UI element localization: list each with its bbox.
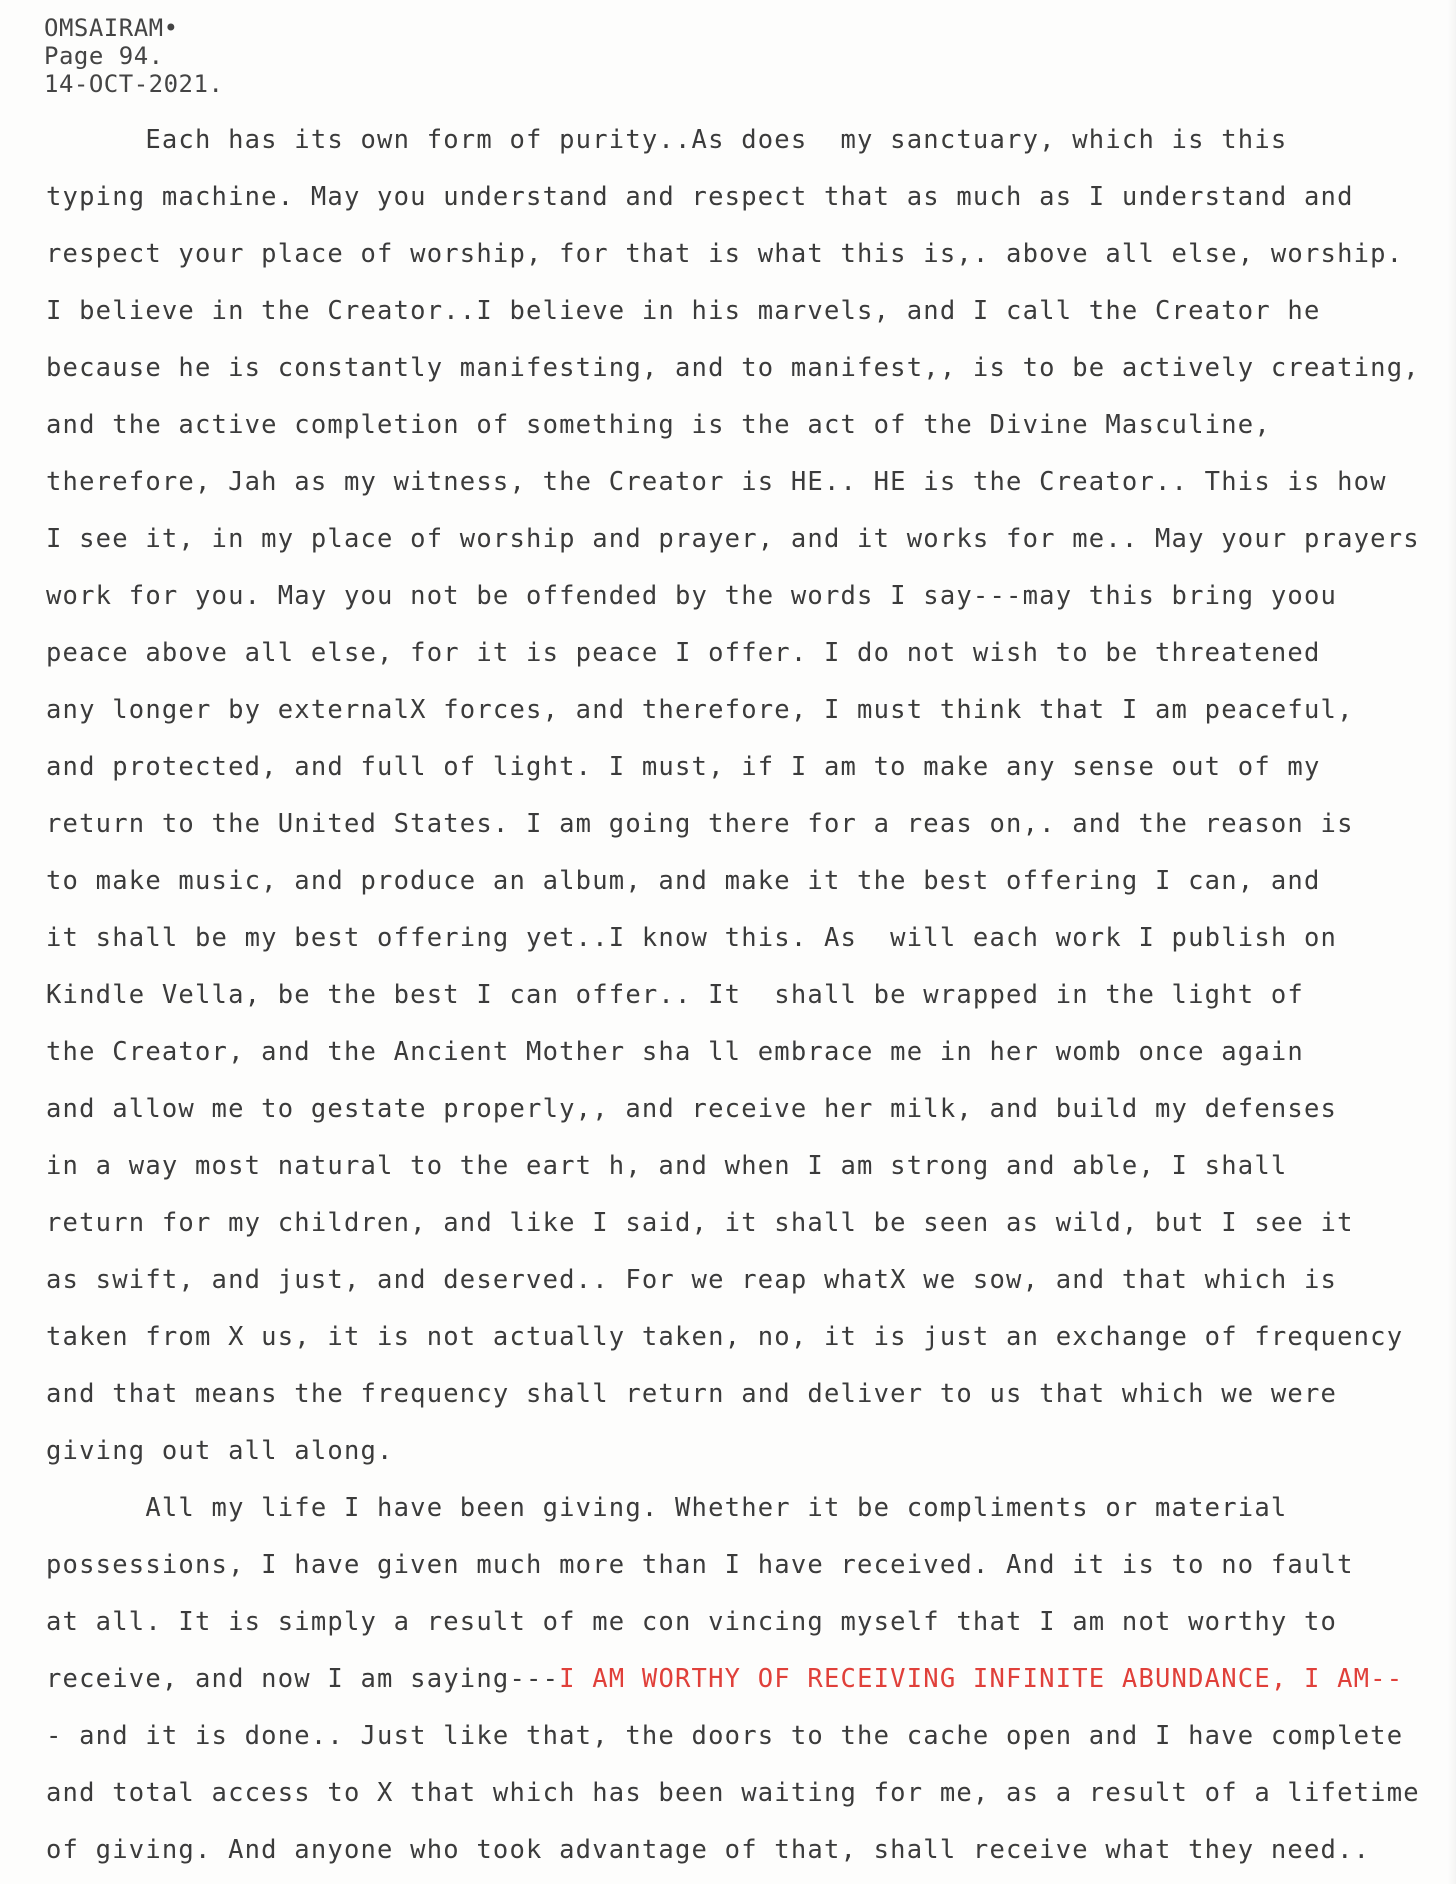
body-line: as swift, and just, and deserved.. For we reap whatX we sow, and that which is	[46, 1265, 1338, 1295]
body-line: in a way most natural to the eart h, and when I am strong and able, I shall	[46, 1151, 1288, 1181]
body-line: respect your place of worship, for that is what this is,. above all else, worship.	[46, 239, 1404, 269]
body-line: and the active completion of something is the act of the Divine Masculine,	[46, 410, 1271, 440]
body-line: Each has its own form of purity..As does my sanctuary, which is this	[46, 125, 1288, 155]
body-line: because he is constantly manifesting, and to manifest,, is to be actively creating,	[46, 353, 1420, 383]
body-line: possessions, I have given much more than I have received. And it is to no fault	[46, 1550, 1354, 1580]
body-line-with-red	[46, 1663, 1403, 1695]
body-line: to make music, and produce an album, and make it the best offering I can, and	[46, 866, 1321, 896]
body-line: and protected, and full of light. I must, if I am to make any sense out of my	[46, 752, 1321, 782]
body-line: it shall be my best offering yet..I know this. As will each work I publish on	[46, 923, 1338, 953]
body-line: - and it is done.. Just like that, the doors to the cache open and I have complete	[46, 1721, 1404, 1751]
body-line: I see it, in my place of worship and prayer, and it works for me.. May your prayers	[46, 524, 1420, 554]
header-title: OMSAIRAM•	[44, 14, 179, 42]
body-line: any longer by externalX forces, and therefore, I must think that I am peaceful,	[46, 695, 1354, 725]
body-line: and that means the frequency shall return and deliver to us that which we were	[46, 1379, 1338, 1409]
body-line: work for you. May you not be offended by the words I say---may this bring yoou	[46, 581, 1338, 611]
body-line: Kindle Vella, be the best I can offer.. It shall be wrapped in the light of	[46, 980, 1304, 1010]
body-line: peace above all else, for it is peace I offer. I do not wish to be threatened	[46, 638, 1321, 668]
paper-edge-shading	[1448, 0, 1456, 1884]
body-line: return to the United States. I am going there for a reas on,. and the reason is	[46, 809, 1354, 839]
body-line-black-part: receive, and now I am saying---	[46, 1664, 560, 1694]
body-line: and allow me to gestate properly,, and receive her milk, and build my defenses	[46, 1094, 1338, 1124]
body-line: therefore, Jah as my witness, the Creator is HE.. HE is the Creator.. This is how	[46, 467, 1387, 497]
body-line: return for my children, and like I said, it shall be seen as wild, but I see it	[46, 1208, 1354, 1238]
body-line: All my life I have been giving. Whether it be compliments or material	[46, 1493, 1288, 1523]
body-line: and total access to X that which has been waiting for me, as a result of a lifetime	[46, 1778, 1420, 1808]
body-line: typing machine. May you understand and respect that as much as I understand and	[46, 182, 1354, 212]
red-affirmation: I AM WORTHY OF RECEIVING INFINITE ABUNDANCE, I AM--	[559, 1664, 1404, 1694]
body-line: giving out all along.	[46, 1436, 394, 1466]
body-line: taken from X us, it is not actually taken, no, it is just an exchange of frequency	[46, 1322, 1404, 1352]
header-page-number: Page 94.	[44, 42, 164, 70]
body-line: of giving. And anyone who took advantage of that, shall receive what they need..	[46, 1835, 1371, 1865]
header-date: 14-OCT-2021.	[44, 70, 224, 98]
body-line: I believe in the Creator..I believe in his marvels, and I call the Creator he	[46, 296, 1321, 326]
body-line: at all. It is simply a result of me con vincing myself that I am not worthy to	[46, 1607, 1338, 1637]
body-line: the Creator, and the Ancient Mother sha ll embrace me in her womb once again	[46, 1037, 1304, 1067]
page-header	[44, 14, 223, 98]
